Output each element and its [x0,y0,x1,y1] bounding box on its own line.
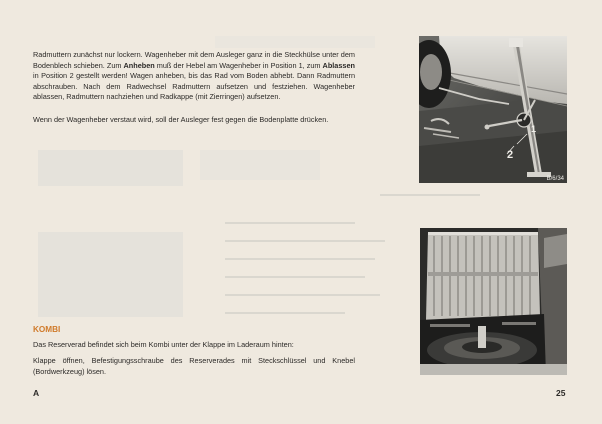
showthrough-line-6 [225,312,345,314]
showthrough-block-1 [38,150,183,186]
showthrough-line-4 [225,276,365,278]
showthrough-block-4 [215,36,375,48]
callout-position-2: 2 [507,149,514,161]
spare-wheel-removal-paragraph: Klappe öffnen, Befestigungsschraube des Reserverades mit Steckschlüssel und Knebel (Bordwerkzeug) lösen. [33,356,355,376]
showthrough-line-1 [225,222,355,224]
kombi-heading: KOMBI [33,325,61,334]
callout-position-1: 1 [531,124,537,134]
showthrough-block-3 [38,232,183,317]
photo-reference-code: B/6/34 [546,176,564,182]
showthrough-line-2 [225,240,385,242]
spare-wheel-location-paragraph: Das Reserverad befindet sich beim Kombi unter der Klappe im Laderaum hinten: [33,340,294,349]
showthrough-block-2 [200,150,320,180]
section-letter: A [33,388,40,398]
lower-keyword: Ablassen [322,60,355,70]
showthrough-line-3 [225,258,375,260]
showthrough-line-5 [225,294,380,296]
page-number: 25 [556,388,566,398]
jack-storage-paragraph: Wenn der Wagenheber verstaut wird, soll der Ausleger fest gegen die Bodenplatte drücken. [33,115,329,124]
car-jack-photo [419,36,567,183]
instructions-text-2: muß der Hebel am Wagenheber in Position 1, zum [154,60,323,70]
instructions-text-1: Radmuttern zunächst nur lockern. Wagenheber mit dem Ausleger ganz in die Steckhülse unter dem Bodenblech schieben. Zum [33,50,355,70]
raise-keyword: Anheben [123,60,155,70]
car-jack-illustration [419,36,567,183]
showthrough-line-7 [380,194,480,196]
instructions-text-3: in Position 2 gestellt werden! Wagen anheben, bis das Rad vom Boden abhebt. Dann Radmuttern abschrauben. Nach dem Radwechsel Radmuttern aufsetzen und festziehen. Wagenheber ablassen, Radmuttern nachziehen und Radkappe (mit Zierringen) aufsetzen. [33,71,355,102]
cargo-floor-photo [420,228,567,375]
cargo-floor-illustration [420,228,567,375]
jack-instructions-paragraph [33,50,355,103]
